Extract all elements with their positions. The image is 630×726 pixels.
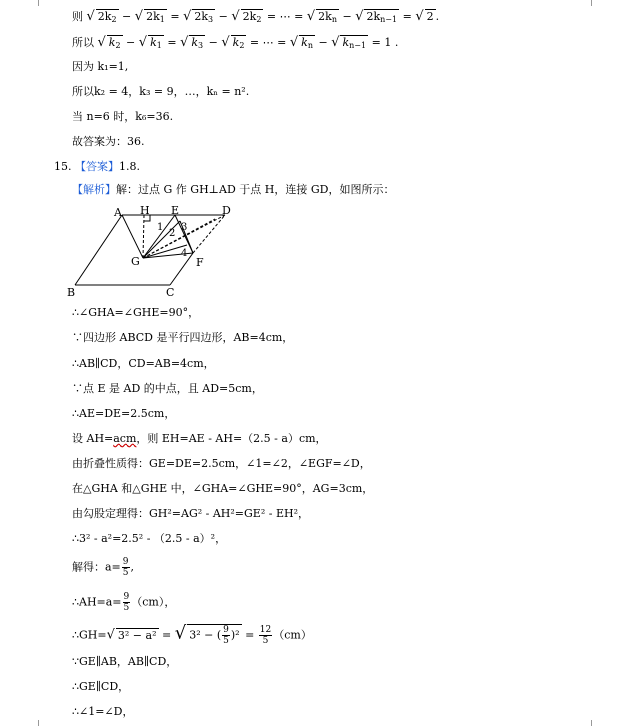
analysis-line: 【解析】解：过点 G 作 GH⊥AD 于点 H，连接 GD，如图所示： <box>72 183 395 196</box>
step-14: ∵GE∥AB，AB∥CD， <box>72 655 178 668</box>
step-13: ∴GH=√ 3² − a² = √ 3² − ( $\frac{9}{5}$ )² = $\frac{12}{5}$ （cm） <box>72 622 312 646</box>
page-corner-bottom-right <box>591 720 602 726</box>
fraction: $\frac{9}{5}$ <box>123 592 130 613</box>
figure-edge-F-D <box>193 215 225 253</box>
answer-value: 1.8. <box>119 160 140 173</box>
geometry-figure <box>65 203 245 303</box>
step-7: 由折叠性质得：GE=DE=2.5cm，∠1=∠2，∠EGF=∠D， <box>72 457 371 470</box>
equation-line-1: 则 √ $2k_2$ − √ $2k_1$ = √ $2k_3$ − √ $2k_2$ = ⋯ = √ $2k_n$ − √ $2k_{n-1}$ = √ 2 . <box>72 9 439 27</box>
label-G: G <box>131 255 140 268</box>
label-D: D <box>222 204 231 217</box>
label-C: C <box>166 286 175 299</box>
page-corner-top-right <box>591 0 602 6</box>
step-15: ∴GE∥CD， <box>72 680 130 693</box>
text-line-5: 当 n=6 时，k₆=36. <box>72 110 174 123</box>
step-1: ∴∠GHA=∠GHE=90°， <box>72 306 200 319</box>
step-6: 设 AH=acm，则 EH=AE - AH=（2.5 - a）cm， <box>72 432 327 445</box>
step-3: ∴AB∥CD，CD=AB=4cm， <box>72 357 215 370</box>
step-11: 解得：a= $\frac{9}{5}$ , <box>72 557 135 578</box>
label-E: E <box>171 204 180 217</box>
label-angle-3: 3 <box>181 222 188 233</box>
label-angle-4: 4 <box>181 248 188 259</box>
label-A: A <box>114 206 122 219</box>
label-angle-2: 2 <box>169 228 176 239</box>
step-8: 在△GHA 和△GHE 中，∠GHA=∠GHE=90°，AG=3cm， <box>72 482 374 495</box>
sqrt-symbol: √ <box>86 9 95 24</box>
step-4: ∵点 E 是 AD 的中点，且 AD=5cm， <box>72 382 263 395</box>
figure-edge-AG <box>122 215 143 258</box>
step-10: ∴3² - a²=2.5² - （2.5 - a）²， <box>72 532 227 545</box>
label-B: B <box>67 286 76 299</box>
page-corner-top-left <box>28 0 39 6</box>
label-H: H <box>140 204 150 217</box>
label-angle-1: 1 <box>157 222 164 233</box>
answer-tag: 【答案】 <box>75 160 119 173</box>
question-number: 15. <box>54 160 72 173</box>
step-9: 由勾股定理得：GH²=AG² - AH²=GE² - EH²， <box>72 507 309 520</box>
step-2: ∵四边形 ABCD 是平行四边形，AB=4cm， <box>72 331 294 344</box>
step-5: ∴AE=DE=2.5cm， <box>72 407 176 420</box>
radicand: $2k_2$ <box>96 9 119 27</box>
text-line-4: 所以k₂ = 4，k₃ = 9，…，kₙ = n². <box>72 85 250 98</box>
text-ze: 则 <box>72 10 83 23</box>
figure-edge-AB <box>75 215 122 285</box>
page-corner-bottom-left <box>28 720 39 726</box>
step-16: ∴∠1=∠D， <box>72 705 134 718</box>
analysis-tag: 【解析】 <box>72 183 116 196</box>
text-line-3: 因为 k₁=1, <box>72 60 129 73</box>
figure-edge-GD2 <box>143 219 215 258</box>
figure-edge-GH <box>143 215 144 258</box>
equation-line-2: 所以 √ $k_2$ − √ $k_1$ = √ $k_3$ − √ $k_2$ = ⋯ = √ $k_n$ − √ $k_{n-1} = 1$ . <box>72 35 398 53</box>
label-F: F <box>196 256 204 269</box>
fraction: $\frac{9}{5}$ <box>122 557 129 578</box>
step-12: ∴AH=a= $\frac{9}{5}$ （cm）， <box>72 592 176 613</box>
question-15-answer <box>54 160 140 174</box>
text-line-6: 故答案为：36. <box>72 135 145 148</box>
